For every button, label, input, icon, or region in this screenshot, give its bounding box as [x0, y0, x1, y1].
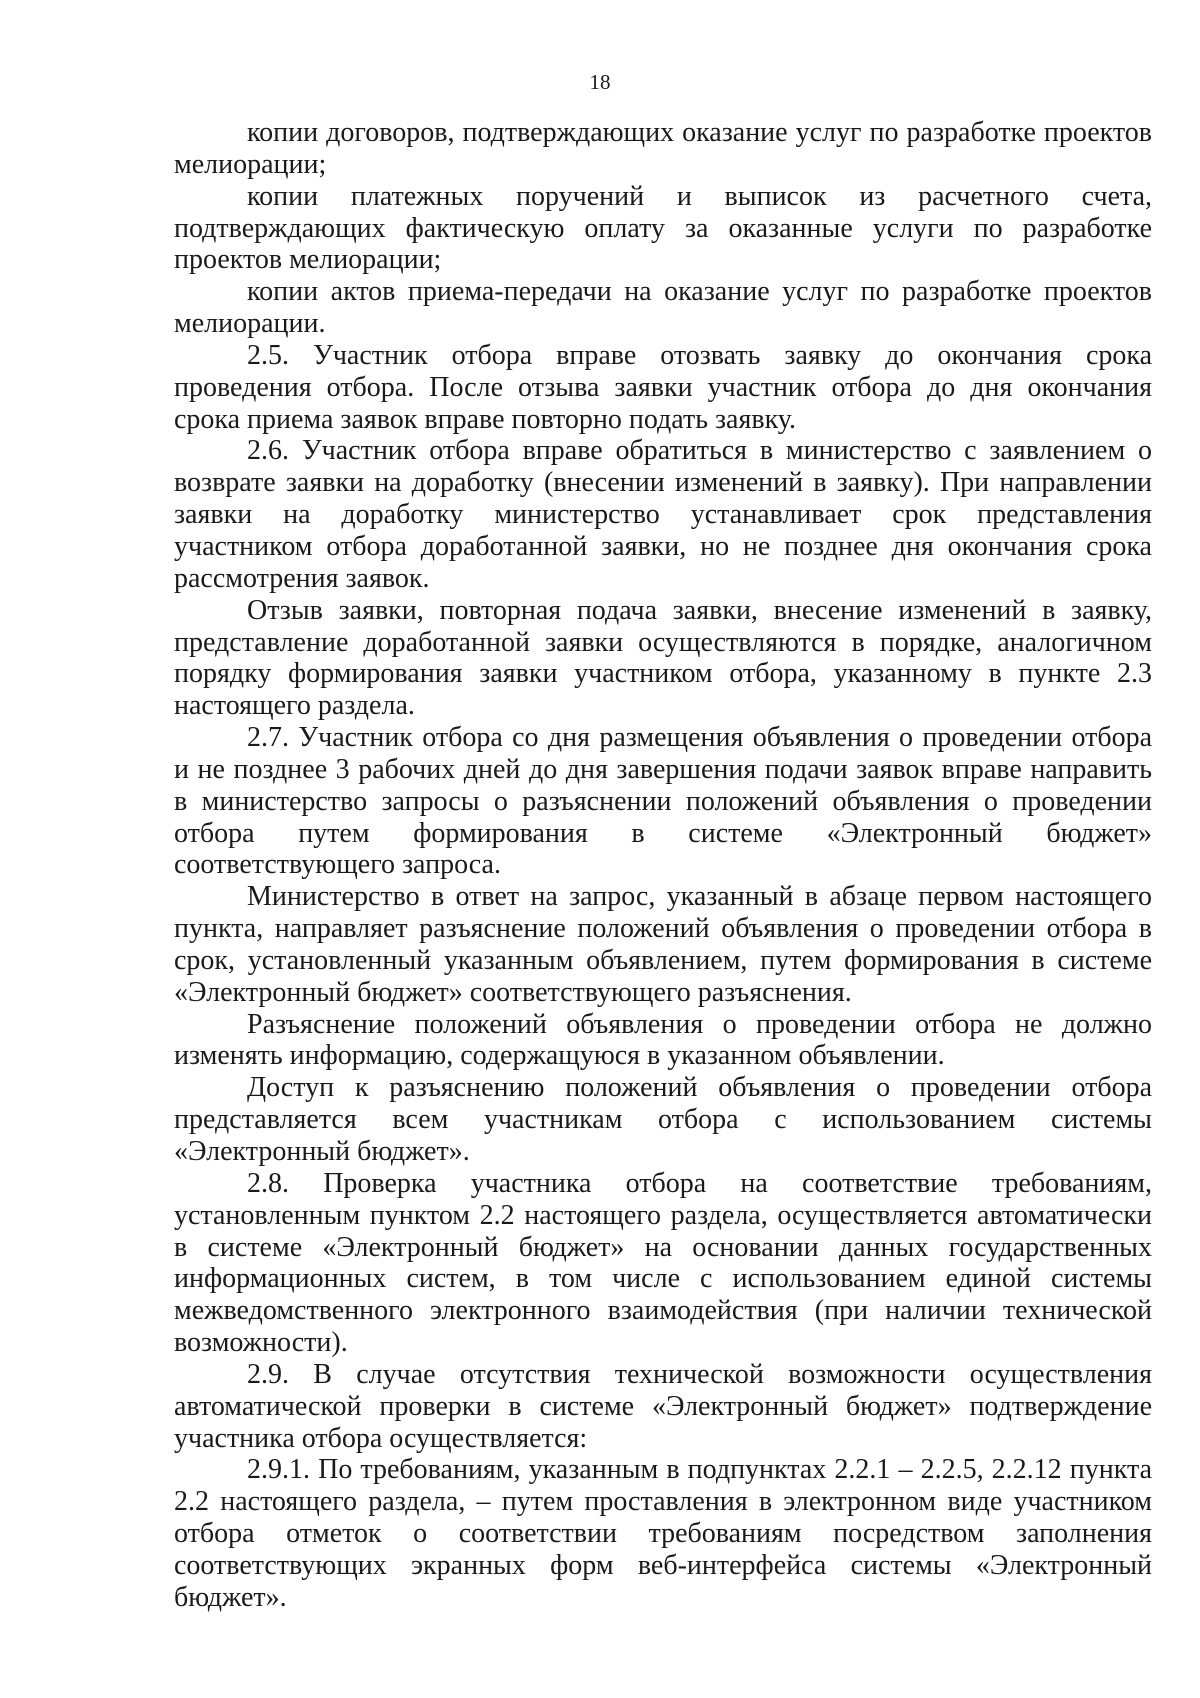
paragraph-2-9: 2.9. В случае отсутствия технической возможности осуществления автоматической проверки в системе «Электронный бюджет» подтверждение участника отбора осуществляется:	[174, 1358, 1152, 1454]
paragraph-contracts-copies: копии договоров, подтверждающих оказание услуг по разработке проектов мелиорации;	[174, 117, 1152, 180]
paragraph-2-7-ministry-response: Министерство в ответ на запрос, указанный в абзаце первом настоящего пункта, направляет разъяснение положений объявления о проведении отбора в срок, установленный указанным объявлением, путем формирования в системе «Электронный бюджет» соответствующего разъяснения.	[174, 881, 1152, 1008]
page-number: 18	[589, 70, 611, 94]
paragraph-2-6-withdrawal: Отзыв заявки, повторная подача заявки, внесение изменений в заявку, представление доработанной заявки осуществляются в порядке, аналогичном порядку формирования заявки участником отбора, указанному в пункте 2.3 настоящего раздела.	[174, 594, 1152, 722]
paragraph-2-7: 2.7. Участник отбора со дня размещения объявления о проведении отбора и не позднее 3 рабочих дней до дня завершения подачи заявок вправе направить в министерство запросы о разъяснении положений объявления о проведении отбора путем формирования в системе «Электронный бюджет» соответствующего запроса.	[174, 722, 1152, 881]
paragraph-2-7-clarification-access: Доступ к разъяснению положений объявления о проведении отбора представляется всем участникам отбора с использованием системы «Электронный бюджет».	[174, 1072, 1152, 1167]
paragraph-2-5: 2.5. Участник отбора вправе отозвать заявку до окончания срока проведения отбора. После отзыва заявки участник отбора до дня окончания срока приема заявок вправе повторно подать заявку.	[174, 339, 1152, 435]
paragraph-2-7-clarification-limit: Разъяснение положений объявления о проведении отбора не должно изменять информацию, содержащуюся в указанном объявлении.	[174, 1008, 1152, 1072]
paragraph-payment-orders-copies: копии платежных поручений и выписок из расчетного счета, подтверждающих фактическую оплату за оказанные услуги по разработке проектов мелиорации;	[174, 180, 1152, 276]
paragraph-2-8: 2.8. Проверка участника отбора на соответствие требованиям, установленным пунктом 2.2 настоящего раздела, осуществляется автоматически в системе «Электронный бюджет» на основании данных государственных информационных систем, в том числе с использованием единой системы межведомственного электронного взаимодействия (при наличии технической возможности).	[174, 1167, 1152, 1359]
paragraph-acceptance-acts-copies: копии актов приема-передачи на оказание услуг по разработке проектов мелиорации.	[174, 276, 1152, 340]
document-body	[174, 117, 1152, 1614]
paragraph-2-6: 2.6. Участник отбора вправе обратиться в министерство с заявлением о возврате заявки на доработку (внесении изменений в заявку). При направлении заявки на доработку министерство устанавливает срок представления участником отбора доработанной заявки, но не позднее дня окончания срока рассмотрения заявок.	[174, 435, 1152, 594]
paragraph-2-9-1: 2.9.1. По требованиям, указанным в подпунктах 2.2.1 – 2.2.5, 2.2.12 пункта 2.2 настоящего раздела, – путем проставления в электронном виде участником отбора отметок о соответствии требованиям посредством заполнения соответствующих экранных форм веб-интерфейса системы «Электронный бюджет».	[174, 1454, 1152, 1613]
